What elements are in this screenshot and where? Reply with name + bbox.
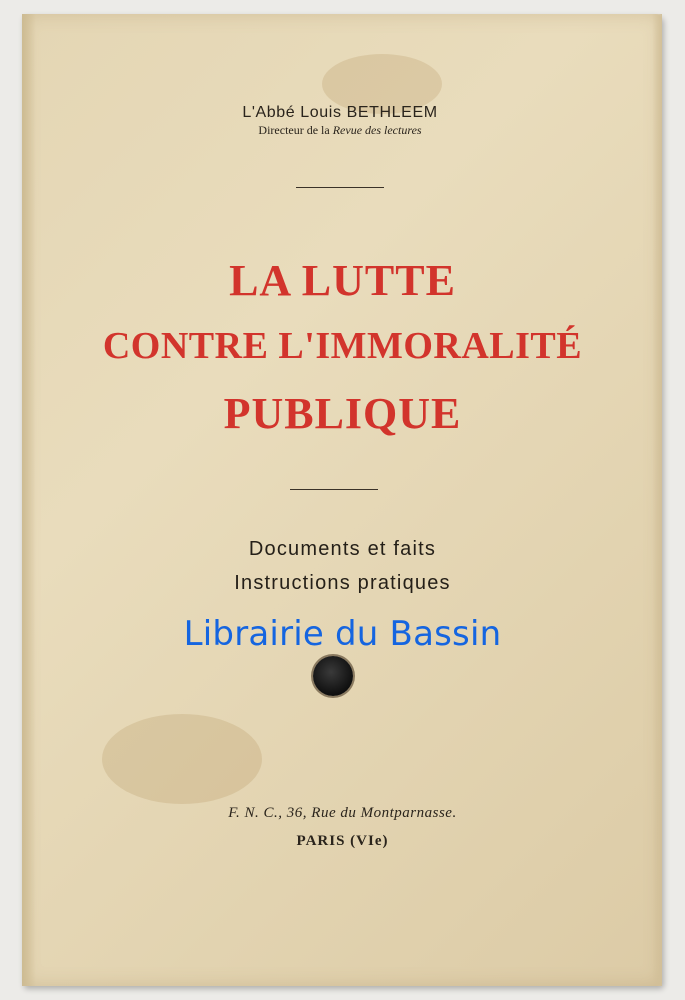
subtitle-line-2: Instructions pratiques: [234, 572, 451, 594]
divider-rule: [296, 187, 384, 188]
author-name: L'Abbé Louis BETHLEEM: [242, 104, 438, 121]
publisher-city: PARIS (VIe): [296, 833, 389, 849]
watermark-text: Librairie du Bassin: [183, 614, 502, 654]
divider-rule: [290, 489, 378, 490]
author-role-journal: Revue des lectures: [332, 123, 422, 137]
title-line-3: PUBLIQUE: [223, 389, 462, 438]
author-role: [180, 123, 500, 138]
title-line-1: LA LUTTE: [229, 256, 456, 305]
title-line-2: CONTRE L'IMMORALITÉ: [102, 325, 583, 367]
punch-hole: [313, 656, 353, 696]
author-role-prefix: Directeur de la: [258, 123, 333, 137]
subtitle-line-1: Documents et faits: [248, 538, 437, 560]
paper-stain: [102, 714, 262, 804]
publisher-address: F. N. C., 36, Rue du Montparnasse.: [228, 805, 457, 821]
